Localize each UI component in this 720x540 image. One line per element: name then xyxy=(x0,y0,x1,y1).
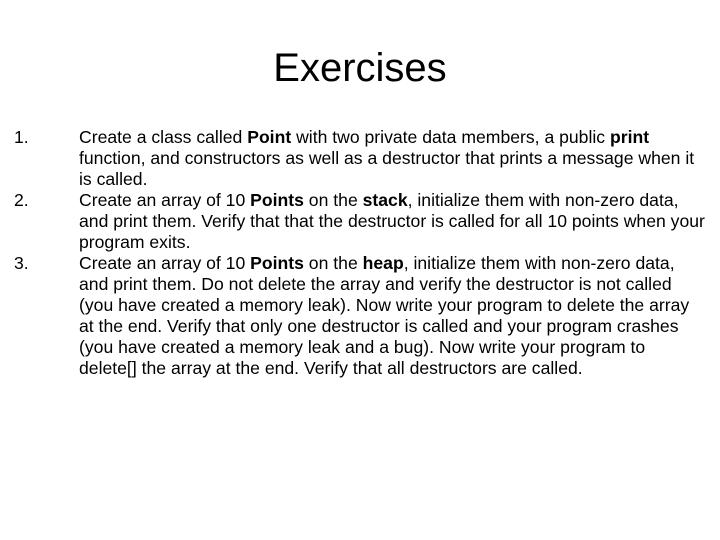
slide-title: Exercises xyxy=(273,46,447,90)
bold-term: print xyxy=(609,127,650,147)
exercise-number: 2. xyxy=(14,190,29,210)
exercise-list xyxy=(6,127,706,379)
text-run: , initialize them with non-zero data, and print them. Verify that that the destructor is called for all 10 points when your program exits. xyxy=(79,190,705,252)
text-run: on the xyxy=(303,190,363,210)
text-run: Create an array of 10 xyxy=(79,253,251,273)
bold-term: stack xyxy=(362,190,408,210)
exercise-text xyxy=(79,127,706,190)
exercise-item-1 xyxy=(6,127,706,190)
exercise-item-3 xyxy=(6,253,706,379)
text-run: with two private data members, a public xyxy=(291,127,610,147)
exercise-text xyxy=(79,253,706,379)
bold-term: heap xyxy=(362,253,404,273)
exercise-number: 1. xyxy=(14,127,29,147)
exercise-item-2 xyxy=(6,190,706,253)
exercise-number: 3. xyxy=(14,253,29,273)
text-run: function, and constructors as well as a destructor that prints a message when it is called. xyxy=(79,148,695,189)
bold-term: Points xyxy=(250,253,304,273)
text-run: , initialize them with non-zero data, and print them. Do not delete the array and verify the destructor is not called (you have created a memory leak). Now write your program to delete the array at the end. Verify that only one destructor is called and your program crashes (you have created a memory leak and a bug). Now write your program to delete[] the array at the end. Verify that all destructors are called. xyxy=(79,253,690,378)
exercise-text xyxy=(79,190,706,253)
bold-term: Points xyxy=(250,190,304,210)
text-run: Create an array of 10 xyxy=(79,190,251,210)
text-run: Create a class called xyxy=(79,127,248,147)
text-run: on the xyxy=(303,253,363,273)
bold-term: Point xyxy=(247,127,292,147)
